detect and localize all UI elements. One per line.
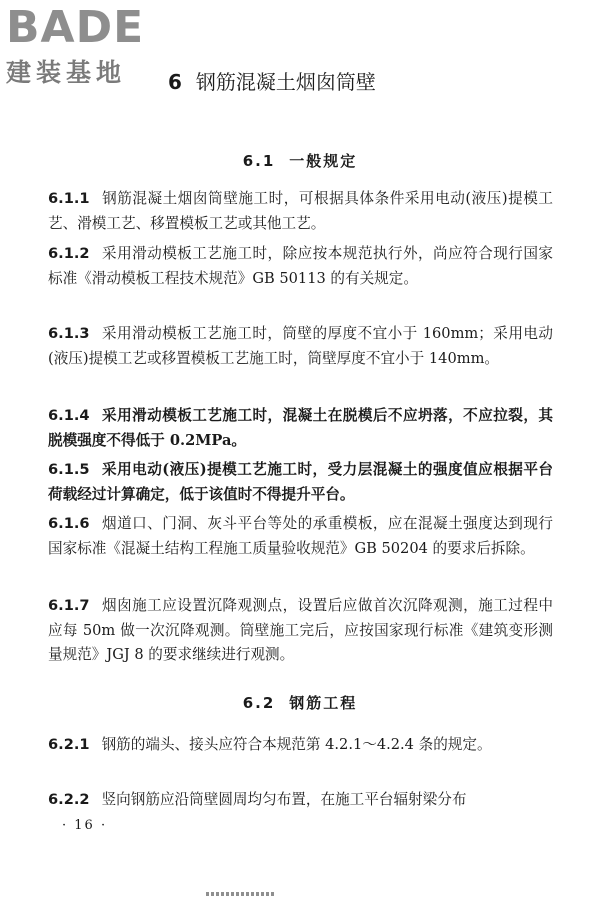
clause-6-1-1 [48, 187, 553, 236]
section-title: 一般规定 [289, 152, 358, 170]
bade-logo [6, 4, 176, 90]
clause-text: 钢筋的端头、接头应符合本规范第 4.2.1～4.2.4 条的规定。 [101, 736, 492, 753]
section-number: 6.1 [242, 152, 276, 170]
section-number: 6.2 [242, 694, 276, 712]
clause-text: 采用滑动模板工艺施工时，混凝土在脱模后不应坍落，不应拉裂，其脱模强度不得低于 0.2MPa。 [48, 407, 553, 449]
clause-6-2-2 [48, 788, 553, 813]
chapter-number: 6 [168, 70, 182, 94]
chapter-title-text: 钢筋混凝土烟囱筒壁 [195, 70, 376, 94]
scan-artifact [206, 892, 276, 896]
clause-number: 6.1.2 [48, 245, 90, 262]
clause-text: 钢筋混凝土烟囱筒壁施工时，可根据具体条件采用电动(液压)提模工艺、滑模工艺、移置模板工艺或其他工艺。 [48, 190, 553, 232]
section-title: 钢筋工程 [289, 694, 358, 712]
clause-number: 6.1.5 [48, 461, 90, 478]
clause-text: 烟道口、门洞、灰斗平台等处的承重模板，应在混凝土强度达到现行国家标准《混凝土结构工程施工质量验收规范》GB 50204 的要求后拆除。 [48, 515, 553, 557]
section-heading-6-2 [0, 692, 600, 713]
section-heading-6-1 [0, 150, 600, 171]
clause-number: 6.2.1 [48, 736, 90, 753]
clause-number: 6.2.2 [48, 791, 90, 808]
page-number: · 16 · [62, 818, 108, 833]
clause-number: 6.1.7 [48, 597, 90, 614]
chapter-title [168, 66, 376, 95]
clause-number: 6.1.4 [48, 407, 90, 424]
logo-brand: BADE [6, 2, 145, 53]
clause-text: 采用滑动模板工艺施工时，除应按本规范执行外，尚应符合现行国家标准《滑动模板工程技术规范》GB 50113 的有关规定。 [48, 245, 553, 287]
clause-6-1-6 [48, 512, 553, 561]
clause-6-1-2 [48, 242, 553, 291]
clause-text: 烟囱施工应设置沉降观测点，设置后应做首次沉降观测，施工过程中应每 50m 做一次沉降观测。筒壁施工完后，应按国家现行标准《建筑变形测量规范》JGJ 8 的要求继续进行观测。 [48, 597, 553, 663]
clause-6-1-5 [48, 458, 553, 507]
clause-6-1-7 [48, 594, 553, 668]
clause-text: 采用电动(液压)提模工艺施工时，受力层混凝土的强度值应根据平台荷载经过计算确定，低于该值时不得提升平台。 [48, 461, 553, 503]
logo-subtitle: 建装基地 [6, 58, 127, 87]
clause-number: 6.1.1 [48, 190, 90, 207]
clause-text: 竖向钢筋应沿筒壁圆周均匀布置，在施工平台辐射梁分布 [101, 791, 467, 808]
clause-6-1-3 [48, 322, 553, 371]
clause-number: 6.1.6 [48, 515, 90, 532]
clause-6-2-1 [48, 733, 553, 758]
clause-text: 采用滑动模板工艺施工时，筒壁的厚度不宜小于 160mm；采用电动(液压)提模工艺或移置模板工艺施工时，筒壁厚度不宜小于 140mm。 [48, 325, 553, 367]
clause-number: 6.1.3 [48, 325, 90, 342]
clause-6-1-4 [48, 404, 553, 453]
